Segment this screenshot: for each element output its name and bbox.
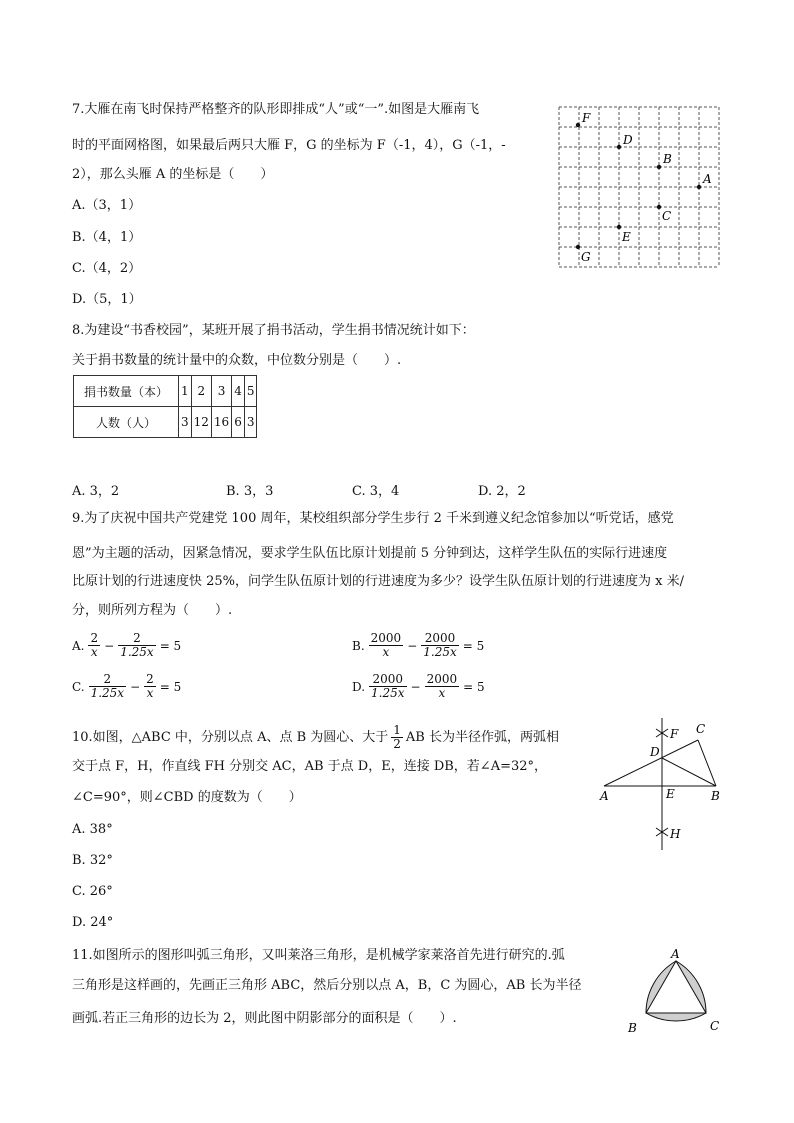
rhs: = 5 xyxy=(463,679,485,694)
rhs: = 5 xyxy=(462,638,485,653)
q11-stem-line3: 画弧.若正三角形的边长为 2，则此图中阴影部分的面积是（ ）. xyxy=(72,1011,457,1026)
q7-point-F: F xyxy=(582,111,591,125)
q8-table-cell: 3 xyxy=(179,407,192,438)
q8-stem-line1: 8.为建设“书香校园”，某班开展了捐书活动，学生捐书情况统计如下： xyxy=(72,323,475,338)
q11-stem-line1: 11.如图所示的图形叫弧三角形，又叫莱洛三角形，是机械学家莱洛首先进行研究的.弧 xyxy=(72,948,565,963)
q10-triangle-figure xyxy=(596,716,736,854)
q8-option-d: D. 2，2 xyxy=(478,484,526,499)
q9-stem-line1: 9.为了庆祝中国共产党建党 100 周年，某校组织部分学生步行 2 千米到遵义纪念馆参加以“听党话，感党 xyxy=(72,511,674,526)
q7-stem-line3: 2），那么头雁 A 的坐标是（ ） xyxy=(72,167,274,182)
q10-option-d: D. 24° xyxy=(72,915,114,930)
q8-option-c: C. 3，4 xyxy=(352,484,400,499)
q7-grid-figure xyxy=(556,104,724,272)
q8-table-header-books: 捐书数量（本） xyxy=(74,376,179,407)
q10-option-b: B. 32° xyxy=(72,853,113,868)
numerator: 2 xyxy=(146,672,154,686)
q8-table-cell: 1 xyxy=(179,376,192,407)
denominator: 1.25x xyxy=(423,645,457,659)
q8-option-b: B. 3，3 xyxy=(226,484,274,499)
q7-option-a: A.（3，1） xyxy=(72,198,142,213)
q7-point-E: E xyxy=(622,230,631,244)
q7-point-G: G xyxy=(581,250,591,264)
q9-stem-line3: 比原计划的行进速度快 25%，问学生队伍原计划的行进速度为多少？设学生队伍原计划的行进速度为 x 米/ xyxy=(72,574,685,589)
option-label: B. xyxy=(352,638,365,653)
numerator: 2000 xyxy=(369,673,407,687)
q8-table-cell: 5 xyxy=(244,376,257,407)
q8-option-a: A. 3，2 xyxy=(72,484,120,499)
q10-stem-line2: 交于点 F，H，作直线 FH 分别交 AC，AB 于点 D，E，连接 DB，若∠A=32°， xyxy=(72,759,548,774)
operator: − xyxy=(104,638,115,653)
q7-option-c: C.（4，2） xyxy=(72,261,142,276)
table-row xyxy=(74,407,257,438)
numerator: 1 xyxy=(393,723,401,737)
q7-point-D: D xyxy=(623,133,633,147)
q7-point-A: A xyxy=(703,172,712,186)
denominator: x xyxy=(90,645,98,659)
operator: − xyxy=(407,638,418,653)
q11-point-C: C xyxy=(710,1019,720,1033)
q10-point-C: C xyxy=(696,722,706,736)
q9-option-a xyxy=(72,632,181,659)
table-row xyxy=(74,376,257,407)
option-label: C. xyxy=(72,679,85,694)
q8-table-cell: 16 xyxy=(211,407,231,438)
q9-option-b xyxy=(352,632,484,659)
q10-point-D: D xyxy=(650,745,660,759)
q7-option-b: B.（4，1） xyxy=(72,230,142,245)
q8-table-cell: 3 xyxy=(244,407,257,438)
denominator: 1.25x xyxy=(90,686,125,700)
q8-table-cell: 2 xyxy=(191,376,211,407)
q8-stat-table xyxy=(73,375,257,438)
numerator: 2 xyxy=(90,631,99,645)
denominator: 1.25x xyxy=(120,645,154,659)
q10-point-H: H xyxy=(670,827,681,841)
operator: − xyxy=(410,679,421,694)
q8-table-cell: 12 xyxy=(191,407,211,438)
q10-stem-part2: AB 长为半径作弧，两弧相 xyxy=(405,729,559,745)
operator: − xyxy=(130,679,141,694)
q7-point-C: C xyxy=(662,209,672,223)
rhs: = 5 xyxy=(159,638,182,653)
numerator: 2 xyxy=(89,673,127,687)
q7-stem-line1: 7.大雁在南飞时保持严格整齐的队形即排成“人”或“一”.如图是大雁南飞 xyxy=(72,102,480,117)
q8-stem-line2: 关于捐书数量的统计量中的众数，中位数分别是（ ）. xyxy=(72,353,402,368)
numerator: 2 xyxy=(118,632,156,646)
q7-stem-line2: 时的平面网格图，如果最后两只大雁 F，G 的坐标为 F（-1，4），G（-1，- xyxy=(72,138,506,153)
denominator: x xyxy=(438,686,446,700)
q11-reuleaux-figure xyxy=(622,946,728,1040)
denominator: x xyxy=(382,645,390,659)
numerator: 2000 xyxy=(370,631,402,645)
q11-point-A: A xyxy=(671,947,680,961)
denominator: 2 xyxy=(393,737,401,751)
q10-stem-line1 xyxy=(72,724,559,751)
q8-table-cell: 3 xyxy=(211,376,231,407)
option-label: A. xyxy=(72,638,85,653)
numerator: 2000 xyxy=(421,632,459,646)
q8-table-header-people: 人数（人） xyxy=(74,407,179,438)
q9-option-c xyxy=(72,673,181,700)
q11-point-B: B xyxy=(628,1021,637,1035)
q8-table-cell: 6 xyxy=(232,407,245,438)
option-label: D. xyxy=(352,679,366,694)
q7-point-B: B xyxy=(663,152,672,166)
denominator: x xyxy=(146,686,154,700)
q9-stem-line2: 恩”为主题的活动，因紧急情况，要求学生队伍比原计划提前 5 分钟到达，这样学生队伍的实际行进速度 xyxy=(72,546,668,561)
q10-point-A: A xyxy=(600,789,609,803)
q10-point-E: E xyxy=(666,787,675,801)
denominator: 1.25x xyxy=(371,686,405,700)
q9-stem-line4: 分，则所列方程为（ ）. xyxy=(72,603,233,618)
numerator: 2000 xyxy=(426,672,458,686)
q10-option-c: C. 26° xyxy=(72,884,113,899)
rhs: = 5 xyxy=(159,679,182,694)
q10-stem-part1: 10.如图，△ABC 中，分别以点 A、点 B 为圆心、大于 xyxy=(72,729,389,745)
q11-stem-line2: 三角形是这样画的，先画正三角形 ABC，然后分别以点 A，B，C 为圆心，AB 长为半径 xyxy=(72,978,582,993)
q10-point-F: F xyxy=(670,727,679,741)
q9-option-d xyxy=(352,673,485,700)
q10-point-B: B xyxy=(711,789,720,803)
q10-stem-line3: ∠C=90°，则∠CBD 的度数为（ ） xyxy=(72,790,302,805)
q8-table-cell: 4 xyxy=(232,376,245,407)
q7-option-d: D.（5，1） xyxy=(72,292,142,307)
q10-option-a: A. 38° xyxy=(72,822,113,837)
